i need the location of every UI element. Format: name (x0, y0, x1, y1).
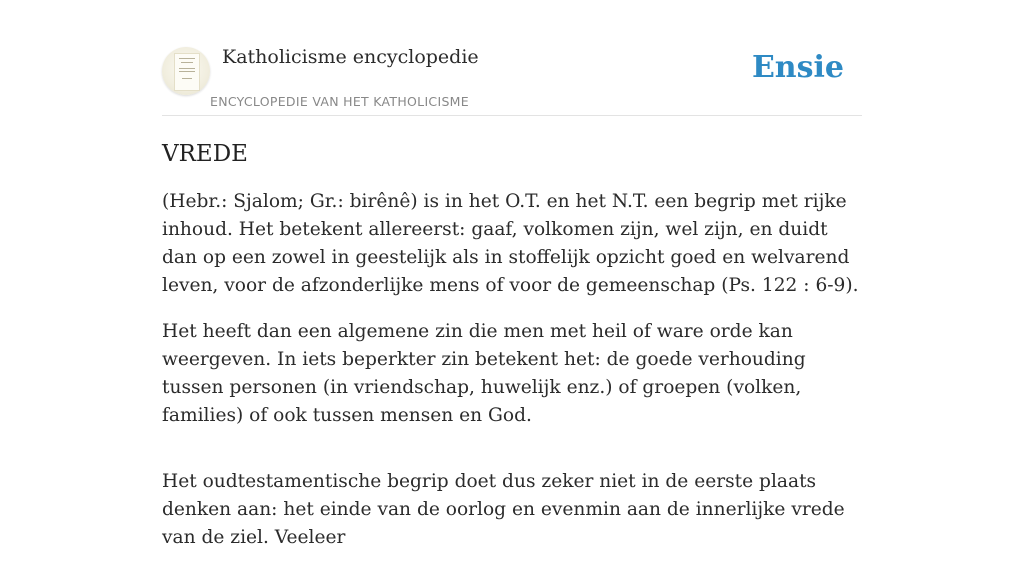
site-subtitle: ENCYCLOPEDIE VAN HET KATHOLICISME (210, 94, 469, 109)
article-paragraph-1: (Hebr.: Sjalom; Gr.: birênê) is in het O.T. en het N.T. een begrip met rijke inhoud. Het betekent allereerst: gaaf, volkomen zijn, wel zijn, en duidt dan op een zowel in geestelijk als in stoffelijk opzicht goed en welvarend leven, voor de afzonderlijke mens of voor de gemeenschap (Ps. 122 : 6-9). (162, 191, 859, 296)
site-header (162, 44, 862, 116)
article (162, 138, 862, 570)
ensie-logo-link[interactable]: Ensie (751, 50, 844, 85)
book-cover-icon[interactable] (162, 47, 210, 95)
article-paragraph-2: Het heeft dan een algemene zin die men met heil of ware orde kan weergeven. In iets beperkter zin betekent het: de goede verhouding tussen personen (in vriendschap, huwelijk enz.) of groepen (volken, families) of ook tussen mensen en God. (162, 321, 806, 426)
book-cover-page (174, 53, 200, 91)
article-paragraph-3: Het oudtestamentische begrip doet dus zeker niet in de eerste plaats denken aan: het einde van de oorlog en evenmin aan de innerlijke vrede van de ziel. Veeleer (162, 471, 845, 548)
header-divider (162, 115, 862, 116)
site-title[interactable]: Katholicisme encyclopedie (222, 46, 479, 68)
article-title: VREDE (162, 141, 248, 167)
